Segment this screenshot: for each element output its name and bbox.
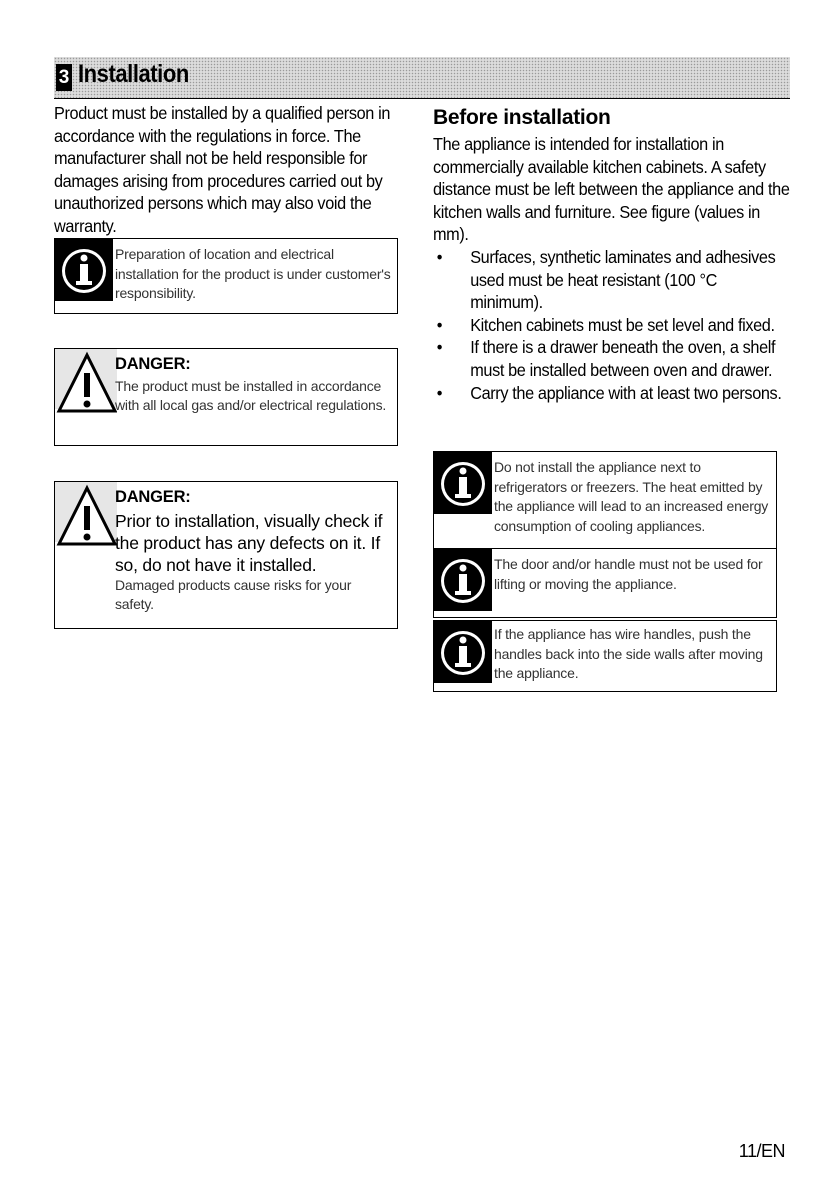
info-icon [434, 452, 492, 514]
danger-text: The product must be installed in accordance with all local gas and/or electrical regulations. [115, 377, 387, 413]
danger-content [115, 355, 393, 416]
danger-content [115, 488, 393, 615]
page-number: 11/EN [738, 1141, 785, 1161]
info-text: Do not install the appliance next to refrigerators or freezers. The heat emitted by the appliance will lead to an increased energy consumption of cooling appliances. [494, 459, 769, 534]
warning-icon [55, 482, 117, 552]
list-item: • If there is a drawer beneath the oven, a shelf must be installed between oven and drawer. [436, 337, 776, 380]
danger-title: DANGER: [115, 488, 191, 506]
info-icon [434, 621, 492, 683]
right-text-block [433, 133, 791, 404]
list-item: • Kitchen cabinets must be set level and fixed. [436, 314, 775, 335]
intro-paragraph: Product must be installed by a qualified person in accordance with the regulations in force. The manufacturer shall not be held responsible for damages arising from procedures carried out by unauthorized persons which may also void the warranty. [54, 103, 391, 236]
info-text: The door and/or handle must not be used for lifting or moving the appliance. [494, 556, 763, 592]
danger-box-defects [54, 481, 398, 629]
info-box-refrigerators [433, 451, 777, 550]
section-heading: Before installation [433, 106, 611, 129]
info-box-door-handle [433, 548, 777, 618]
bullet-list [433, 246, 791, 404]
danger-emphasis: Prior to installation, visually check if the product has any defects on it. If so, do not have it installed. [115, 510, 383, 575]
chapter-number: 3 [56, 64, 72, 91]
danger-title: DANGER: [115, 355, 191, 373]
intro-paragraph: The appliance is intended for installation in commercially available kitchen cabinets. A safety distance must be left between the appliance and the kitchen walls and furniture. See figure (values in mm). [433, 134, 790, 245]
list-item: • Surfaces, synthetic laminates and adhesives used must be heat resistant (100 °C minimum). [436, 246, 776, 313]
chapter-title: Installation [78, 60, 189, 88]
info-text: If the appliance has wire handles, push the handles back into the side walls after moving the appliance. [494, 626, 763, 681]
info-icon [434, 549, 492, 611]
danger-box-regulations [54, 348, 398, 446]
warning-icon [55, 349, 117, 419]
info-box-wire-handles [433, 620, 777, 692]
danger-text: Damaged products cause risks for your safety. [115, 576, 352, 612]
info-text: Preparation of location and electrical installation for the product is under customer's responsibility. [115, 246, 391, 301]
right-column [433, 106, 793, 404]
info-icon [55, 239, 113, 301]
list-item: • Carry the appliance with at least two persons. [436, 382, 782, 403]
chapter-header [54, 57, 790, 99]
info-box-location [54, 238, 398, 314]
left-column [54, 102, 406, 238]
